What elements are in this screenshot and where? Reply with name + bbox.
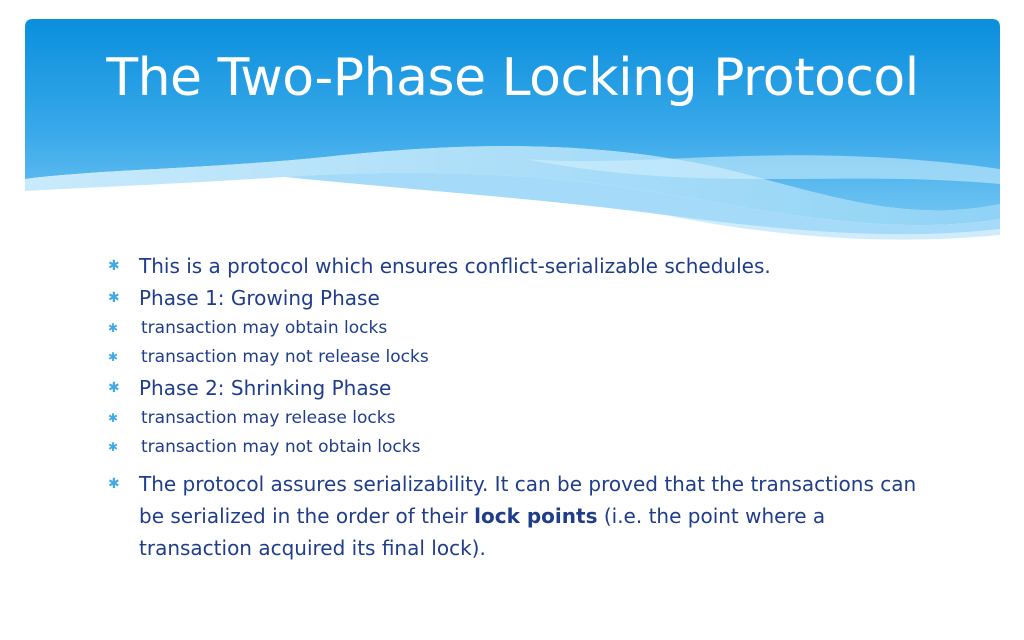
list-item-text: Phase 1: Growing Phase bbox=[139, 286, 380, 310]
sub-list-item-text: transaction may obtain locks bbox=[141, 318, 388, 338]
bullet-content bbox=[108, 250, 928, 564]
sub-list-item bbox=[108, 404, 928, 433]
asterisk-icon: ✱ bbox=[108, 290, 120, 306]
list-item bbox=[108, 250, 928, 282]
sub-list-item-text: transaction may not obtain locks bbox=[141, 437, 421, 457]
asterisk-icon: ✱ bbox=[108, 258, 120, 274]
list-item bbox=[108, 282, 928, 314]
list-item bbox=[108, 468, 928, 564]
sub-list-item-text: transaction may not release locks bbox=[141, 347, 429, 367]
slide-title: The Two-Phase Locking Protocol bbox=[106, 48, 919, 108]
asterisk-icon: ✱ bbox=[108, 380, 120, 396]
text-before-bold: The protocol assures serializability. It can be proved that the transactions can be serialized in the order of their bbox=[139, 472, 917, 528]
list-item bbox=[108, 372, 928, 404]
sub-list-item-text: transaction may release locks bbox=[141, 408, 396, 428]
list-item-text bbox=[139, 468, 919, 564]
sub-list-item bbox=[108, 314, 928, 343]
bullet-list bbox=[108, 250, 928, 564]
sub-list-item bbox=[108, 343, 928, 372]
sub-list-item bbox=[108, 433, 928, 462]
asterisk-icon: ✱ bbox=[108, 350, 119, 364]
list-item-text: This is a protocol which ensures conflict-serializable schedules. bbox=[139, 254, 771, 278]
list-item-text: Phase 2: Shrinking Phase bbox=[139, 376, 392, 400]
asterisk-icon: ✱ bbox=[108, 321, 119, 335]
asterisk-icon: ✱ bbox=[108, 411, 119, 425]
asterisk-icon: ✱ bbox=[108, 476, 120, 492]
lock-points-term: lock points bbox=[474, 504, 598, 528]
text-after-bold: (i.e. the point where a transaction acquired its final lock). bbox=[139, 504, 826, 560]
asterisk-icon: ✱ bbox=[108, 440, 119, 454]
